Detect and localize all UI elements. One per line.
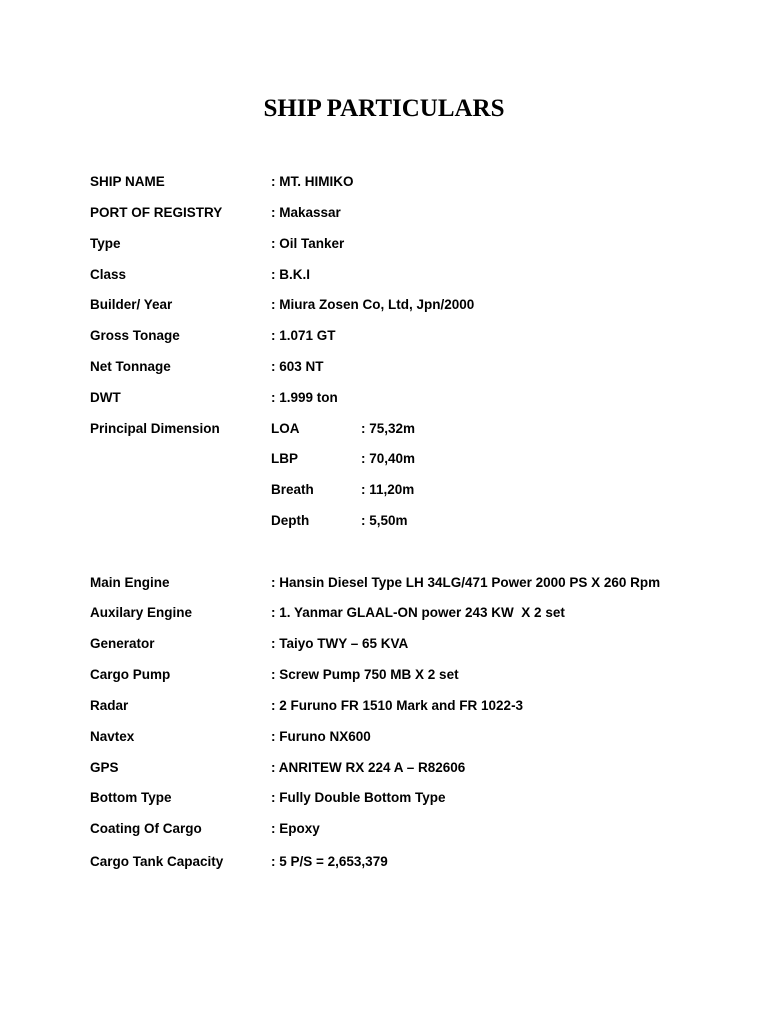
- particular-row-bottom-type: [0, 787, 768, 809]
- particular-value: : Fully Double Bottom Type: [271, 790, 446, 805]
- dimension-name: LBP: [271, 451, 298, 466]
- particular-label: Generator: [90, 636, 155, 651]
- dimension-value: : 75,32m: [361, 421, 416, 436]
- particular-value: : ANRITEW RX 224 A – R82606: [271, 760, 466, 775]
- particular-value: : 603 NT: [271, 359, 324, 374]
- particular-label: Radar: [90, 698, 129, 713]
- particular-value: : Miura Zosen Co, Ltd, Jpn/2000: [271, 297, 475, 312]
- dimension-name: LOA: [271, 421, 300, 436]
- particular-label: SHIP NAME: [90, 174, 165, 189]
- particular-label: Navtex: [90, 729, 135, 744]
- particular-row-gross-tonage: [0, 325, 768, 347]
- particular-value: : Makassar: [271, 205, 341, 220]
- particular-value: : Oil Tanker: [271, 236, 345, 251]
- dimension-name: Breath: [271, 482, 314, 497]
- dimension-value: : 11,20m: [361, 482, 415, 497]
- particular-row-gps: [0, 757, 768, 779]
- particular-row-net-tonnage: [0, 356, 768, 378]
- particular-label: Type: [90, 236, 121, 251]
- particular-row-cargo-tank-capacity: [0, 851, 768, 873]
- particular-value: : 1.071 GT: [271, 328, 336, 343]
- particular-row-ship-name: [0, 171, 768, 193]
- dimension-name: Depth: [271, 513, 310, 528]
- particular-value: : Epoxy: [271, 821, 320, 836]
- particular-label: Net Tonnage: [90, 359, 171, 374]
- particular-value: : MT. HIMIKO: [271, 174, 354, 189]
- particular-value: : B.K.I: [271, 267, 310, 282]
- particular-row-coating-of-cargo: [0, 818, 768, 840]
- dimension-value: : 5,50m: [361, 513, 408, 528]
- principal-dimension-row-lbp: [0, 448, 768, 470]
- particular-label: Main Engine: [90, 575, 170, 590]
- particular-label: Auxilary Engine: [90, 605, 193, 620]
- particular-label: Gross Tonage: [90, 328, 180, 343]
- particular-value: : 5 P/S = 2,653,379: [271, 854, 388, 869]
- particular-value: : Taiyo TWY – 65 KVA: [271, 636, 409, 651]
- particular-label: Bottom Type: [90, 790, 172, 805]
- particular-label: GPS: [90, 760, 119, 775]
- particular-value: : Hansin Diesel Type LH 34LG/471 Power 2000 PS X 260 Rpm: [271, 575, 661, 590]
- particular-row-builder-year: [0, 294, 768, 316]
- particular-label: DWT: [90, 390, 121, 405]
- particular-row-navtex: [0, 726, 768, 748]
- principal-dimension-row-breath: [0, 479, 768, 501]
- page-title: SHIP PARTICULARS: [263, 95, 505, 122]
- particular-row-main-engine: [0, 572, 768, 594]
- particular-label: Class: [90, 267, 127, 282]
- dimension-value: : 70,40m: [361, 451, 416, 466]
- particular-row-auxilary-engine: [0, 602, 768, 624]
- particular-label: Cargo Pump: [90, 667, 171, 682]
- principal-dimension-label: Principal Dimension: [90, 421, 220, 436]
- particular-value: : 1. Yanmar GLAAL-ON power 243 KW X 2 set: [271, 605, 565, 620]
- particular-row-class: [0, 264, 768, 286]
- particular-row-port-of-registry: [0, 202, 768, 224]
- particular-row-generator: [0, 633, 768, 655]
- particular-label: Coating Of Cargo: [90, 821, 202, 836]
- particular-value: : Furuno NX600: [271, 729, 371, 744]
- particular-label: Cargo Tank Capacity: [90, 854, 224, 869]
- particular-row-cargo-pump: [0, 664, 768, 686]
- particular-label: PORT OF REGISTRY: [90, 205, 223, 220]
- particular-row-radar: [0, 695, 768, 717]
- particular-value: : Screw Pump 750 MB X 2 set: [271, 667, 459, 682]
- particular-row-type: [0, 233, 768, 255]
- particular-value: : 1.999 ton: [271, 390, 338, 405]
- principal-dimension-row-loa: [0, 418, 768, 440]
- particular-value: : 2 Furuno FR 1510 Mark and FR 1022-3: [271, 698, 524, 713]
- principal-dimension-row-depth: [0, 510, 768, 532]
- particular-row-dwt: [0, 387, 768, 409]
- particular-label: Builder/ Year: [90, 297, 173, 312]
